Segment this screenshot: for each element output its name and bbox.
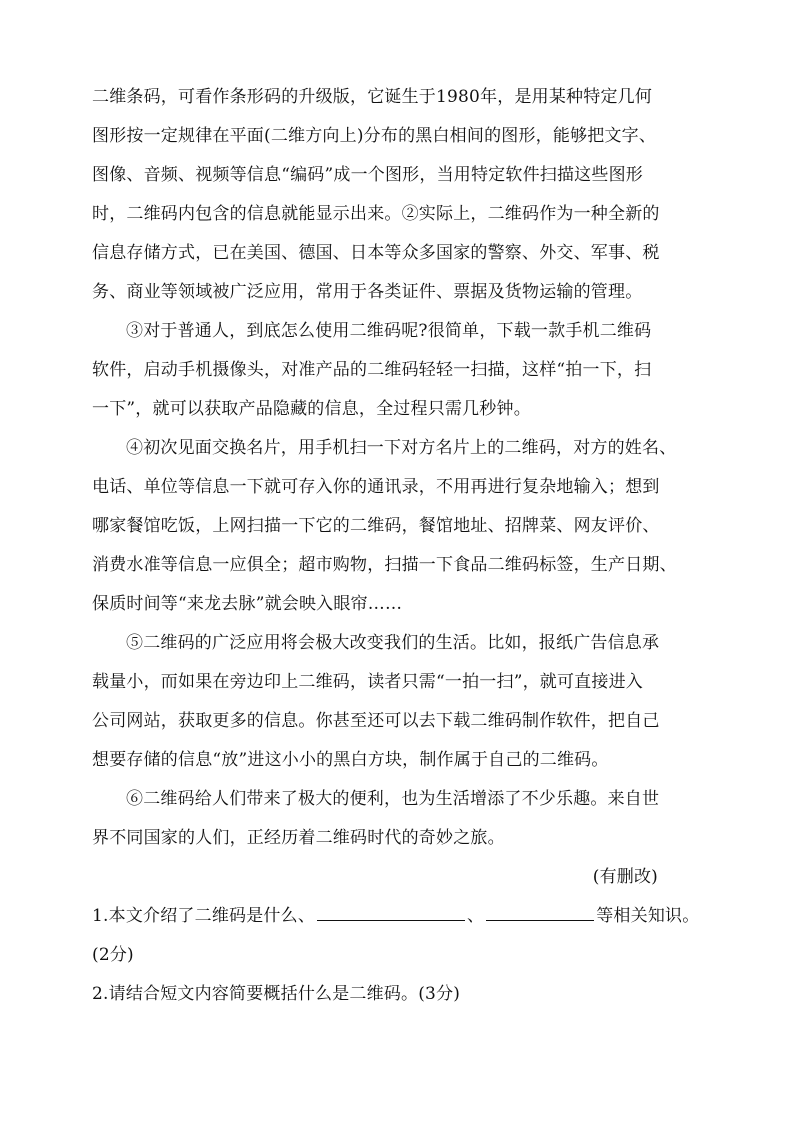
answer-blank-2[interactable] [486, 920, 594, 921]
text-line: 公司网站，获取更多的信息。你甚至还可以去下载二维码制作软件，把自己 [92, 711, 660, 731]
text-line: 二维条码，可看作条形码的升级版，它诞生于1980年，是用某种特定几何 [92, 87, 653, 107]
text-line: 时，二维码内包含的信息就能显示出来。②实际上，二维码作为一种全新的 [92, 204, 660, 224]
paragraph-3 [92, 312, 704, 429]
text-line: 图形按一定规律在平面(二维方向上)分布的黑白相间的图形，能够把文字、 [92, 126, 657, 146]
text-line: 务、商业等领域被广泛应用，常用于各类证件、票据及货物运输的管理。 [92, 282, 643, 302]
text-line: 载量小，而如果在旁边印上二维码，读者只需“一拍一扫”，就可直接进入 [92, 672, 643, 692]
text-line: ③对于普通人，到底怎么使用二维码呢?很简单，下载一款手机二维码 [126, 321, 652, 341]
reading-passage [92, 78, 704, 1014]
paragraph-1 [92, 78, 704, 312]
question-1-points: (2分) [92, 945, 134, 965]
text-line: 电话、单位等信息一下就可存入你的通讯录，不用再进行复杂地输入；想到 [92, 477, 660, 497]
text-line: ⑤二维码的广泛应用将会极大改变我们的生活。比如，报纸广告信息承 [126, 633, 660, 653]
text-line: 哪家餐馆吃饭，上网扫描一下它的二维码，餐馆地址、招牌菜、网友评价、 [92, 516, 660, 536]
paragraph-6 [92, 780, 704, 858]
text-line: 软件，启动手机摄像头，对准产品的二维码轻轻一扫描，这样“拍一下，扫 [92, 360, 652, 380]
text-line: 图像、音频、视频等信息“编码”成一个图形，当用特定软件扫描这些图形 [92, 165, 643, 185]
text-line: ④初次见面交换名片，用手机扫一下对方名片上的二维码，对方的姓名、 [126, 438, 677, 458]
text-line: 界不同国家的人们，正经历着二维码时代的奇妙之旅。 [92, 828, 505, 848]
paragraph-4 [92, 429, 704, 624]
question-1-line [92, 897, 704, 936]
text-line: ⑥二维码给人们带来了极大的便利，也为生活增添了不少乐趣。来自世 [126, 789, 660, 809]
question-2: 2.请结合短文内容简要概括什么是二维码。(3分) [92, 984, 461, 1004]
text-line: 想要存储的信息“放”进这小小的黑白方块，制作属于自己的二维码。 [92, 750, 609, 770]
text-line: 一下”，就可以获取产品隐藏的信息，全过程只需几秒钟。 [92, 399, 531, 419]
paragraph-5 [92, 624, 704, 780]
answer-blank-1[interactable] [317, 920, 465, 921]
text-line: 保质时间等“来龙去脉”就会映入眼帘…… [92, 594, 403, 614]
question-1-prefix: 1.本文介绍了二维码是什么、 [92, 906, 316, 926]
question-1 [92, 897, 704, 975]
text-line: 信息存储方式，已在美国、德国、日本等众多国家的警察、外交、军事、税 [92, 243, 660, 263]
question-1-suffix: 等相关知识。 [596, 906, 700, 926]
source-note: (有删改) [592, 867, 658, 887]
text-line: 消费水准等信息一应俱全；超市购物，扫描一下食品二维码标签，生产日期、 [92, 555, 677, 575]
question-1-separator: 、 [467, 906, 485, 926]
